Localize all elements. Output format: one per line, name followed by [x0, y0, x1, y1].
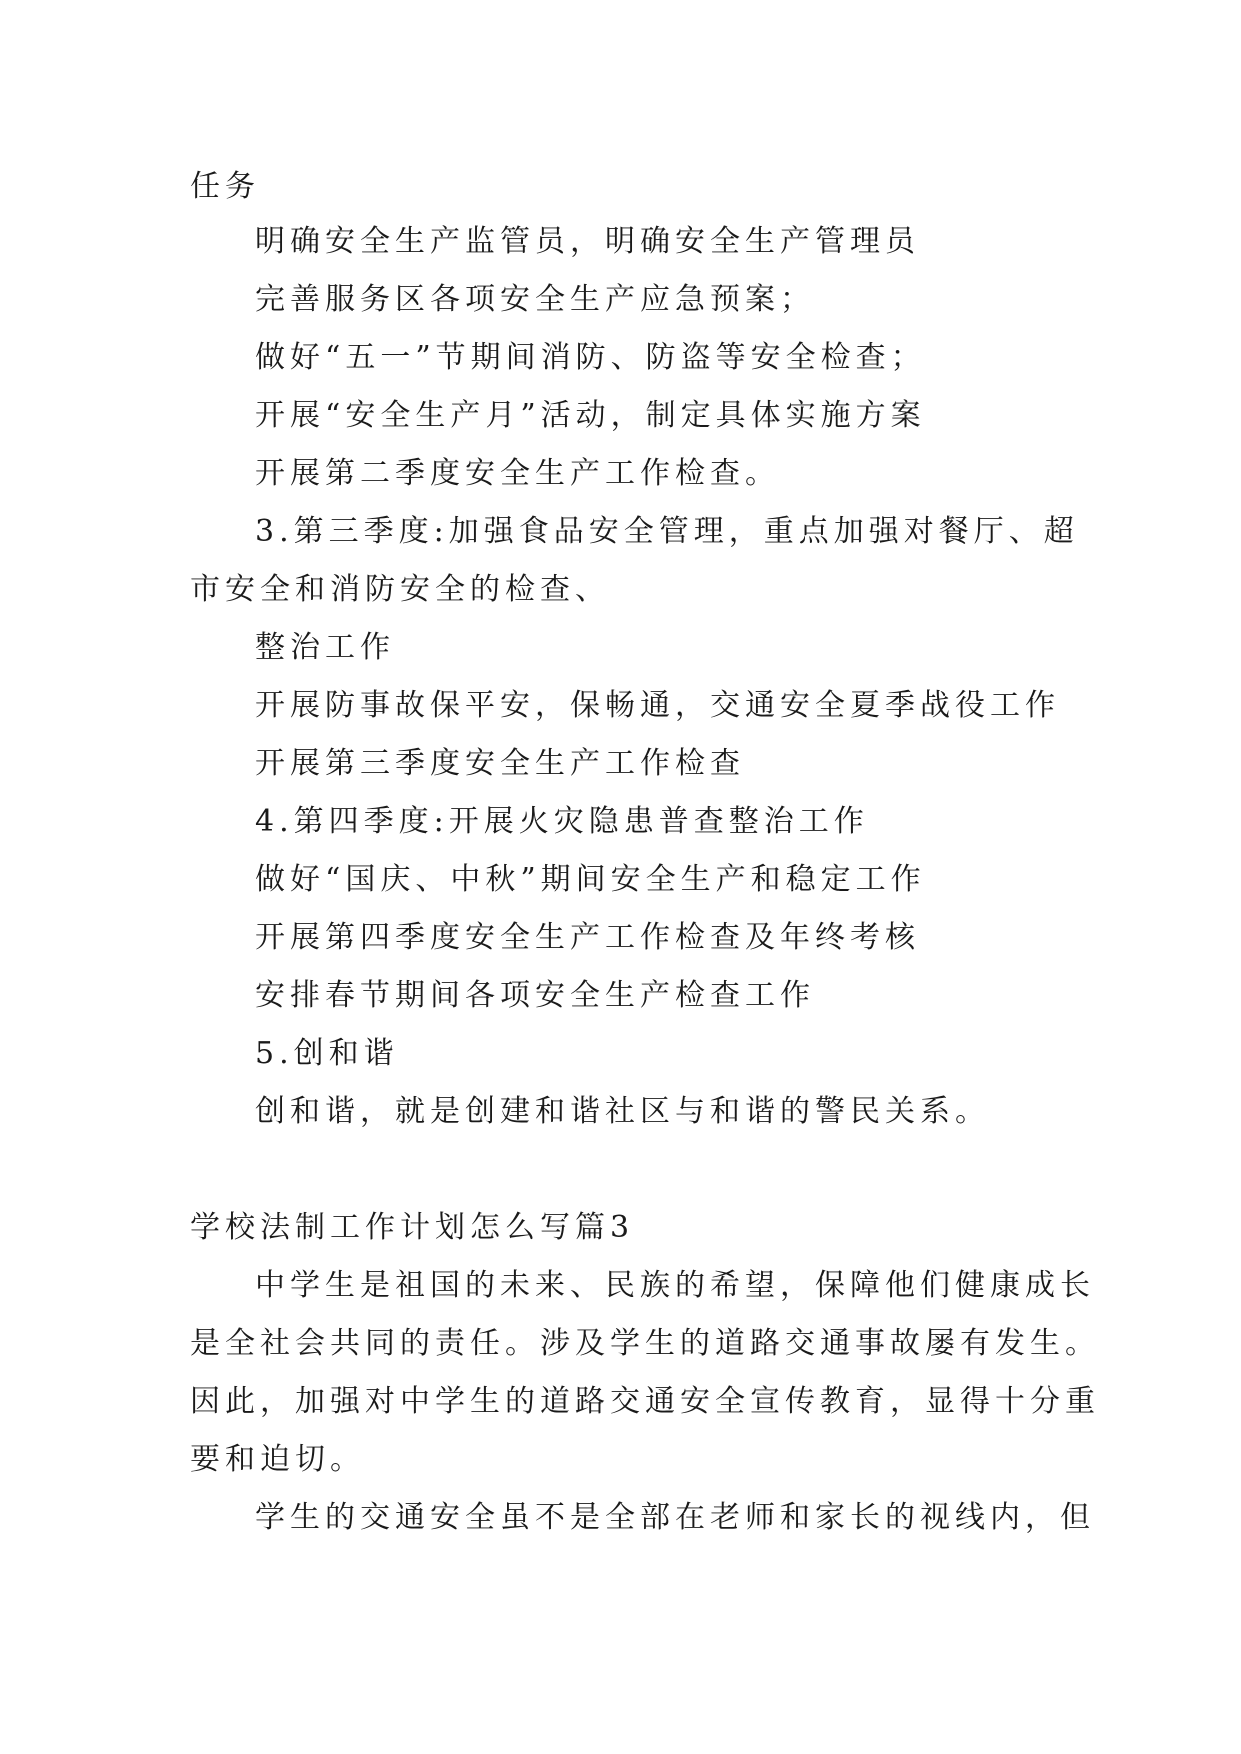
text-line: 要和迫切。 [190, 1442, 365, 1477]
text-line: 是全社会共同的责任。涉及学生的道路交通事故屡有发生。 [190, 1326, 1100, 1361]
text-line: 开展“安全生产月”活动，制定具体实施方案 [255, 398, 926, 433]
text-line: 因此，加强对中学生的道路交通安全宣传教育，显得十分重 [190, 1384, 1100, 1419]
text-line: 5.创和谐 [255, 1036, 399, 1071]
text-line: 开展第二季度安全生产工作检查。 [255, 456, 780, 491]
text-line: 整治工作 [255, 630, 395, 665]
text-line: 开展第三季度安全生产工作检查 [255, 746, 745, 781]
text-line: 做好“五一”节期间消防、防盗等安全检查； [255, 340, 926, 375]
section-heading: 学校法制工作计划怎么写篇3 [190, 1210, 635, 1245]
text-line: 安排春节期间各项安全生产检查工作 [255, 978, 815, 1013]
text-line: 任务 [190, 169, 260, 204]
text-line: 创和谐，就是创建和谐社区与和谐的警民关系。 [255, 1094, 990, 1129]
text-line: 开展第四季度安全生产工作检查及年终考核 [255, 920, 920, 955]
text-line: 市安全和消防安全的检查、 [190, 572, 610, 607]
text-line: 4.第四季度:开展火灾隐患普查整治工作 [255, 804, 869, 839]
text-line: 开展防事故保平安，保畅通，交通安全夏季战役工作 [255, 688, 1060, 723]
text-line: 明确安全生产监管员，明确安全生产管理员 [255, 224, 920, 259]
text-line: 学生的交通安全虽不是全部在老师和家长的视线内，但 [255, 1500, 1095, 1535]
text-line: 做好“国庆、中秋”期间安全生产和稳定工作 [255, 862, 926, 897]
text-line: 中学生是祖国的未来、民族的希望，保障他们健康成长 [255, 1268, 1095, 1303]
text-line: 3.第三季度:加强食品安全管理，重点加强对餐厅、超 [255, 514, 1079, 549]
text-line: 完善服务区各项安全生产应急预案； [255, 282, 815, 317]
